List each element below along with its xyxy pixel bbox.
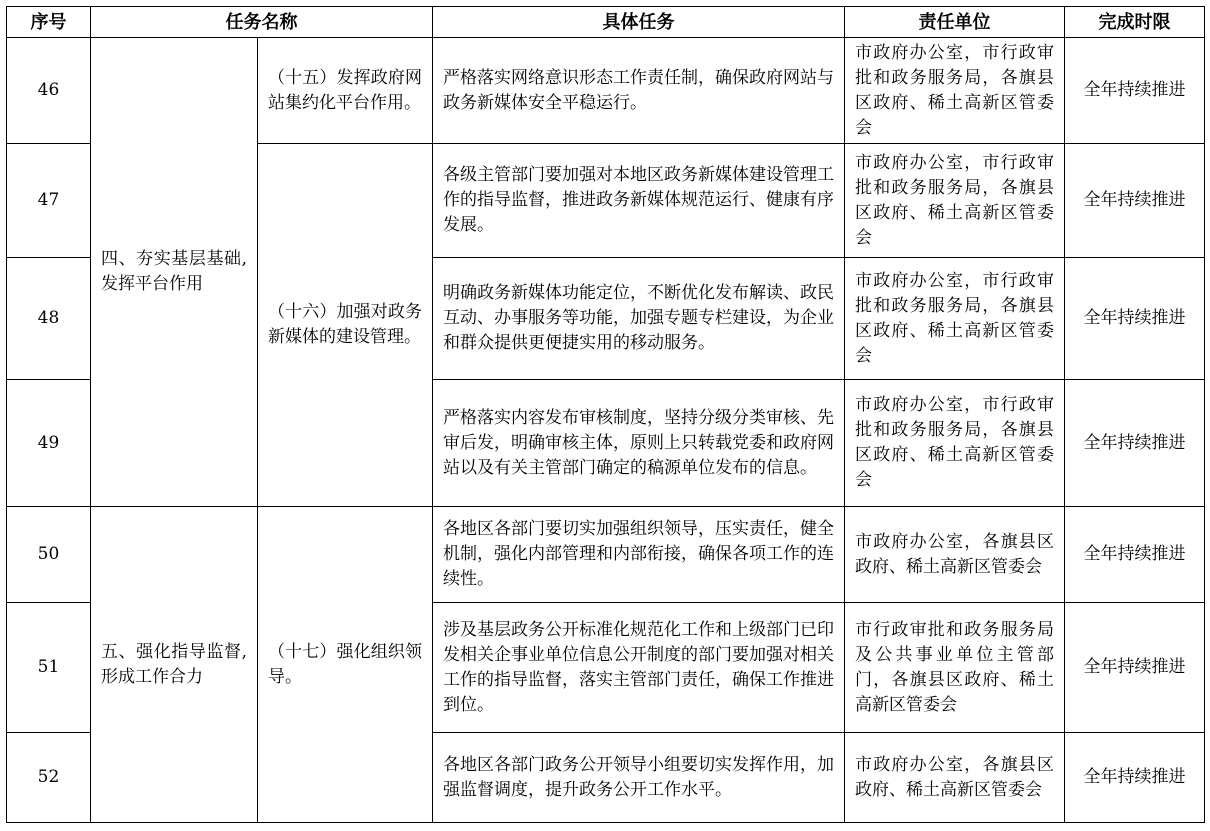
responsible-unit-cell: 市政府办公室，市行政审批和政务服务局，各旗县区政府、稀土高新区管委会	[845, 144, 1065, 258]
specific-task-cell: 各级主管部门要加强对本地区政务新媒体建设管理工作的指导监督，推进政务新媒体规范运行、健康有序发展。	[433, 144, 845, 258]
responsible-unit-cell: 市政府办公室，各旗县区政府、稀土高新区管委会	[845, 507, 1065, 603]
deadline-cell: 全年持续推进	[1065, 258, 1205, 380]
deadline-cell: 全年持续推进	[1065, 733, 1205, 823]
subtask-cell: （十七）强化组织领导。	[258, 507, 433, 823]
subtask-cell: （十六）加强对政务新媒体的建设管理。	[258, 144, 433, 507]
responsible-unit-cell: 市政府办公室，市行政审批和政务服务局，各旗县区政府、稀土高新区管委会	[845, 380, 1065, 507]
row-number: 46	[7, 38, 91, 144]
deadline-cell: 全年持续推进	[1065, 144, 1205, 258]
specific-task-cell: 严格落实内容发布审核制度，坚持分级分类审核、先审后发，明确审核主体，原则上只转载党委和政府网站以及有关主管部门确定的稿源单位发布的信息。	[433, 380, 845, 507]
table-row	[7, 38, 1205, 144]
deadline-cell: 全年持续推进	[1065, 603, 1205, 733]
specific-task-cell: 明确政务新媒体功能定位，不断优化发布解读、政民互动、办事服务等功能，加强专题专栏建设，为企业和群众提供更便捷实用的移动服务。	[433, 258, 845, 380]
deadline-cell: 全年持续推进	[1065, 507, 1205, 603]
specific-task-cell: 各地区各部门政务公开领导小组要切实发挥作用，加强监督调度，提升政务公开工作水平。	[433, 733, 845, 823]
header-responsible-unit: 责任单位	[845, 7, 1065, 38]
category-cell: 五、强化指导监督,形成工作合力	[91, 507, 258, 823]
row-number: 48	[7, 258, 91, 380]
row-number: 51	[7, 603, 91, 733]
table-row	[7, 507, 1205, 603]
deadline-cell: 全年持续推进	[1065, 38, 1205, 144]
row-number: 50	[7, 507, 91, 603]
row-number: 47	[7, 144, 91, 258]
subtask-cell: （十五）发挥政府网站集约化平台作用。	[258, 38, 433, 144]
category-cell: 四、夯实基层基础,发挥平台作用	[91, 38, 258, 507]
header-task-name: 任务名称	[91, 7, 433, 38]
task-table	[6, 6, 1205, 823]
header-no: 序号	[7, 7, 91, 38]
header-row	[7, 7, 1205, 38]
header-specific-task: 具体任务	[433, 7, 845, 38]
specific-task-cell: 涉及基层政务公开标准化规范化工作和上级部门已印发相关企事业单位信息公开制度的部门要加强对相关工作的指导监督，落实主管部门责任，确保工作推进到位。	[433, 603, 845, 733]
deadline-cell: 全年持续推进	[1065, 380, 1205, 507]
header-deadline: 完成时限	[1065, 7, 1205, 38]
responsible-unit-cell: 市政府办公室，市行政审批和政务服务局，各旗县区政府、稀土高新区管委会	[845, 38, 1065, 144]
specific-task-cell: 各地区各部门要切实加强组织领导，压实责任，健全机制，强化内部管理和内部衔接，确保各项工作的连续性。	[433, 507, 845, 603]
row-number: 52	[7, 733, 91, 823]
responsible-unit-cell: 市行政审批和政务服务局及公共事业单位主管部门，各旗县区政府、稀土高新区管委会	[845, 603, 1065, 733]
specific-task-cell: 严格落实网络意识形态工作责任制，确保政府网站与政务新媒体安全平稳运行。	[433, 38, 845, 144]
row-number: 49	[7, 380, 91, 507]
responsible-unit-cell: 市政府办公室，各旗县区政府、稀土高新区管委会	[845, 733, 1065, 823]
responsible-unit-cell: 市政府办公室，市行政审批和政务服务局，各旗县区政府、稀土高新区管委会	[845, 258, 1065, 380]
